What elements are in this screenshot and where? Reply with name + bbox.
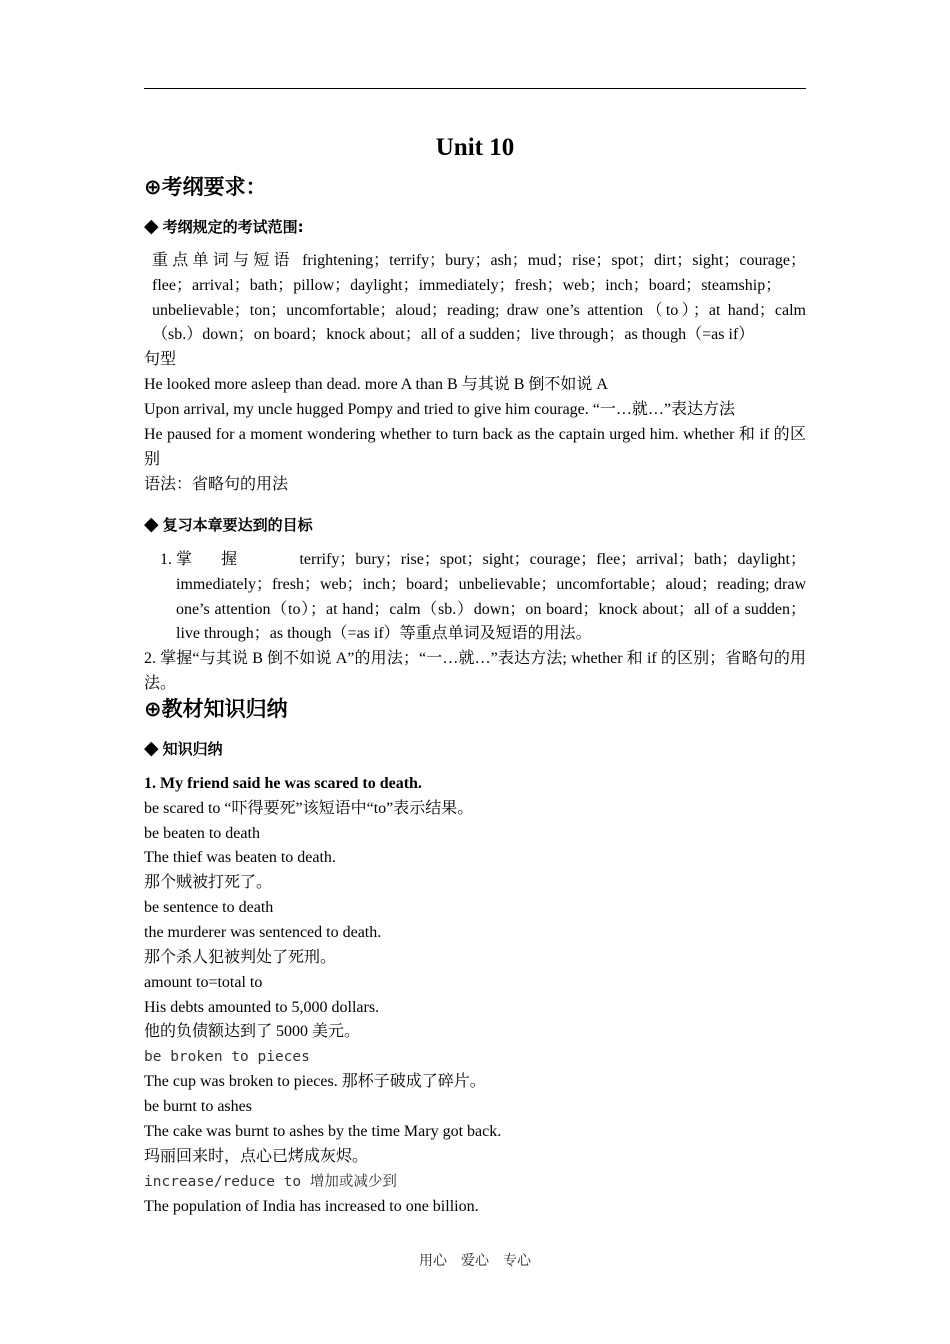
text-line: His debts amounted to 5,000 dollars. bbox=[144, 999, 380, 1016]
text-line: the murderer was sentenced to death. bbox=[144, 924, 382, 941]
text-line: 语法：省略句的用法 bbox=[144, 476, 289, 493]
text-line: The cake was burnt to ashes by the time Mary got back. bbox=[144, 1123, 502, 1140]
goal-number: 1. bbox=[160, 551, 172, 568]
diamond-bullet-icon: ◆ bbox=[144, 215, 159, 237]
goal-item-1: 掌握 terrify；bury；rise；spot；sight；courage；flee；arrival；bath；daylight；immediately；fresh；web；inch；board；unbelievable；uncomfortable；aloud；reading; draw one’s attention（to）；at hand；calm（sb.）down；on board；knock about；all of a sudden；live through；as though（=as if）等重点单词及短语的用法。 bbox=[176, 551, 806, 643]
goal-item-2: 2. 掌握“与其说 B 倒不如说 A”的用法；“一…就…”表达方法; whether 和 if 的区别；省略句的用法。 bbox=[144, 650, 806, 692]
header-rule bbox=[144, 88, 806, 89]
text-paragraph: He paused for a moment wondering whether to turn back as the captain urged him. whether 和 if 的区别 bbox=[144, 426, 806, 468]
item-title: 1. My friend said he was scared to death. bbox=[144, 775, 422, 792]
text-line: be broken to pieces bbox=[144, 1049, 310, 1065]
subheading-text: 知识归纳 bbox=[162, 740, 223, 758]
text-line: He looked more asleep than dead. more A than B 与其说 B 倒不如说 A bbox=[144, 376, 608, 393]
document-title: Unit 10 bbox=[435, 134, 515, 161]
text-line: be beaten to death bbox=[144, 825, 260, 842]
text-line: amount to=total to bbox=[144, 974, 263, 991]
subheading-exam-scope bbox=[144, 214, 304, 239]
text-line: be sentence to death bbox=[144, 899, 274, 916]
text-line: The population of India has increased to one billion. bbox=[144, 1198, 479, 1215]
page-footer: 用心 爱心 专心 bbox=[419, 1253, 531, 1269]
text-line: Upon arrival, my uncle hugged Pompy and tried to give him courage. “一…就…”表达方法 bbox=[144, 401, 735, 418]
text-line: 玛丽回来时，点心已烤成灰烬。 bbox=[144, 1148, 369, 1165]
text-line: The thief was beaten to death. bbox=[144, 849, 336, 866]
text-line: 那个贼被打死了。 bbox=[144, 874, 273, 891]
text-line: 他的负债额达到了 5000 美元。 bbox=[144, 1023, 361, 1040]
text-line: be scared to “吓得要死”该短语中“to”表示结果。 bbox=[144, 800, 474, 817]
text-line: 那个杀人犯被判处了死刑。 bbox=[144, 949, 337, 966]
subheading-knowledge bbox=[144, 736, 223, 761]
diamond-bullet-icon: ◆ bbox=[144, 513, 159, 535]
text-line: 句型 bbox=[144, 351, 177, 368]
diamond-bullet-icon: ◆ bbox=[144, 737, 159, 759]
section-heading-knowledge: ⊕教材知识归纳 bbox=[144, 697, 288, 721]
subheading-goals bbox=[144, 512, 313, 537]
subheading-text: 考纲规定的考试范围: bbox=[162, 218, 304, 236]
section-heading-exam-requirements: ⊕考纲要求： bbox=[144, 175, 267, 199]
text-line: increase/reduce to 增加或减少到 bbox=[144, 1174, 397, 1190]
subheading-text: 复习本章要达到的目标 bbox=[162, 516, 313, 534]
text-line: The cup was broken to pieces. 那杯子破成了碎片。 bbox=[144, 1073, 486, 1090]
text-line: be burnt to ashes bbox=[144, 1098, 252, 1115]
vocabulary-list: 重点单词与短语 frightening；terrify；bury；ash；mud；rise；spot；dirt；sight；courage；flee；arrival；bath；pillow；daylight；immediately；fresh；web；inch；board；steamship；unbelievable；ton；uncomfortable；aloud；reading; draw one’s attention（to）；at hand；calm（sb.）down；on board；knock about；all of a sudden；live through；as though（=as if） bbox=[152, 252, 806, 344]
